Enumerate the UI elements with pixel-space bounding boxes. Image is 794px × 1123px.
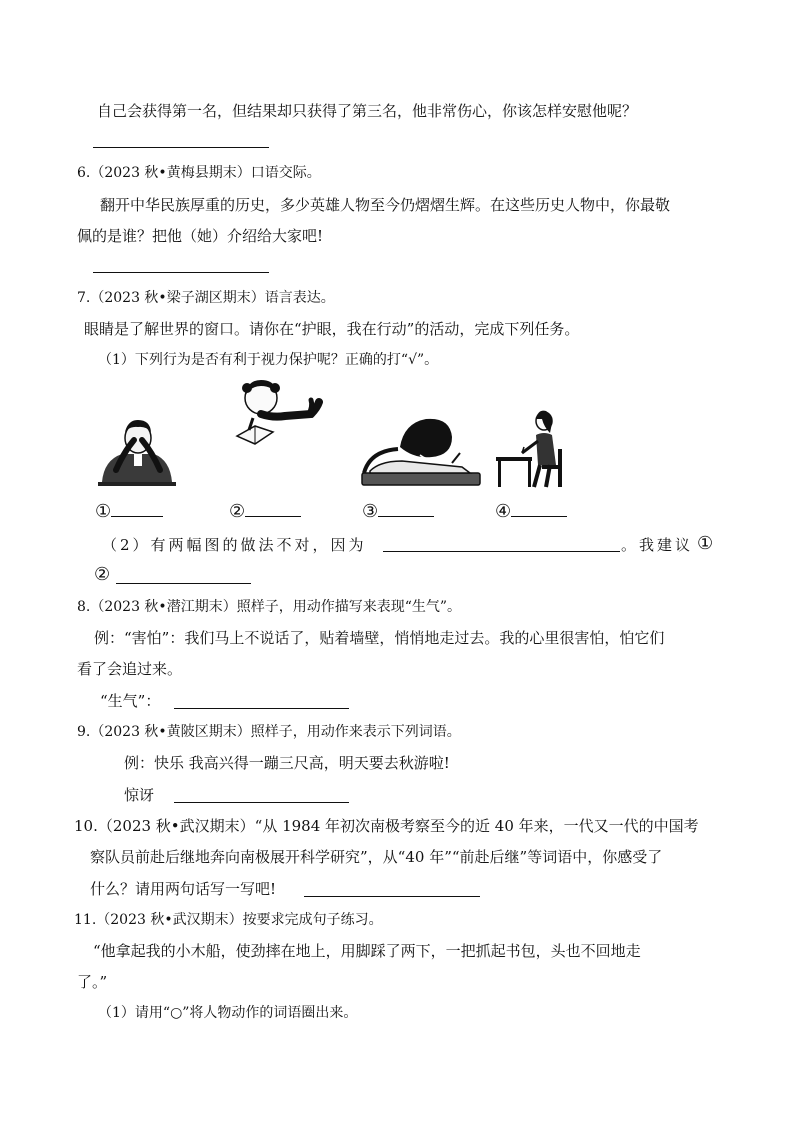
q11-heading: 11.（2023 秋•武汉期末）按要求完成句子练习。 xyxy=(74,912,383,928)
child-head-down-writing-illustration xyxy=(360,407,482,489)
q9-word: 惊讶 xyxy=(124,786,155,804)
q10-line-2: 察队员前赴后继地奔向南极展开科学研究”，从“40 年”“前赴后继”等词语中，你感受了 xyxy=(90,848,663,866)
pic-label-2 xyxy=(229,500,301,523)
girl-sitting-at-desk-illustration xyxy=(494,407,570,489)
man-rubbing-eyes-illustration xyxy=(98,408,178,490)
pic-1-blank[interactable] xyxy=(111,500,163,517)
q7-sub2-text: （2）有两幅图的做法不对，因为 xyxy=(102,536,367,554)
q7-intro: 眼睛是了解世界的窗口。请你在“护眼，我在行动”的活动，完成下列任务。 xyxy=(84,320,580,338)
q7-sub1: （1）下列行为是否有利于视力保护呢？正确的打“√”。 xyxy=(98,352,439,368)
q7-suggest-circle-2: ② xyxy=(94,564,111,585)
pic-4-blank[interactable] xyxy=(511,500,567,517)
q10-answer-blank[interactable] xyxy=(304,895,480,897)
q7-suggest-blank[interactable] xyxy=(116,582,251,584)
q8-answer-blank[interactable] xyxy=(174,707,349,709)
q6-paragraph-2: 佩的是谁？把他（她）介绍给大家吧! xyxy=(77,227,324,245)
q10-line-1: 10.（2023 秋•武汉期末）“从 1984 年初次南极考察至今的近 40 年来，一代又一代的中国考 xyxy=(74,817,699,835)
q5-answer-blank[interactable] xyxy=(93,146,269,148)
q8-heading: 8.（2023 秋•潜江期末）照样子，用动作描写来表现“生气”。 xyxy=(77,599,462,615)
q7-reason-blank[interactable] xyxy=(383,550,620,552)
q9-example: 例：快乐 我高兴得一蹦三尺高，明天要去秋游啦! xyxy=(124,754,450,772)
pic-label-4 xyxy=(495,500,567,523)
q6-paragraph-1: 翻开中华民族厚重的历史，多少英雄人物至今仍熠熠生辉。在这些历史人物中，你最敬 xyxy=(100,196,671,214)
circle-number-4: ④ xyxy=(495,501,512,522)
q11-sentence-1: “他拿起我的小木船，使劲摔在地上，用脚踩了两下，一把抓起书包，头也不回地走 xyxy=(93,942,641,960)
q10-line-3: 什么？请用两句话写一写吧! xyxy=(90,880,277,898)
circle-number-1: ① xyxy=(95,501,112,522)
q7-heading: 7.（2023 秋•梁子湖区期末）语言表达。 xyxy=(77,290,335,306)
q7-suggest-circle-1: ① xyxy=(697,533,714,554)
q6-heading: 6.（2023 秋•黄梅县期末）口语交际。 xyxy=(77,165,321,181)
q7-suggest-text: 。我建议 xyxy=(621,536,694,554)
q5-text: 自己会获得第一名，但结果却只获得了第三名，他非常伤心，你该怎样安慰他呢？ xyxy=(97,102,638,120)
q11-sentence-2: 了。” xyxy=(77,973,108,991)
pic-label-1 xyxy=(95,500,163,523)
q8-answer-label: “生气”： xyxy=(100,692,161,710)
q6-answer-blank[interactable] xyxy=(93,271,269,273)
q11-sub1: （1）请用“○”将人物动作的词语圈出来。 xyxy=(98,1005,358,1021)
q8-example-2: 看了会追过来。 xyxy=(77,660,183,678)
pic-2-blank[interactable] xyxy=(245,500,301,517)
circle-number-3: ③ xyxy=(362,501,379,522)
girl-lying-reading-illustration xyxy=(233,378,323,450)
pic-3-blank[interactable] xyxy=(378,500,434,517)
q9-heading: 9.（2023 秋•黄陂区期末）照样子，用动作来表示下列词语。 xyxy=(77,724,461,740)
circle-number-2: ② xyxy=(229,501,246,522)
q9-answer-blank[interactable] xyxy=(174,801,349,803)
pic-label-3 xyxy=(362,500,434,523)
q8-example-1: 例：“害怕”：我们马上不说话了，贴着墙壁，悄悄地走过去。我的心里很害怕，怕它们 xyxy=(94,629,665,647)
